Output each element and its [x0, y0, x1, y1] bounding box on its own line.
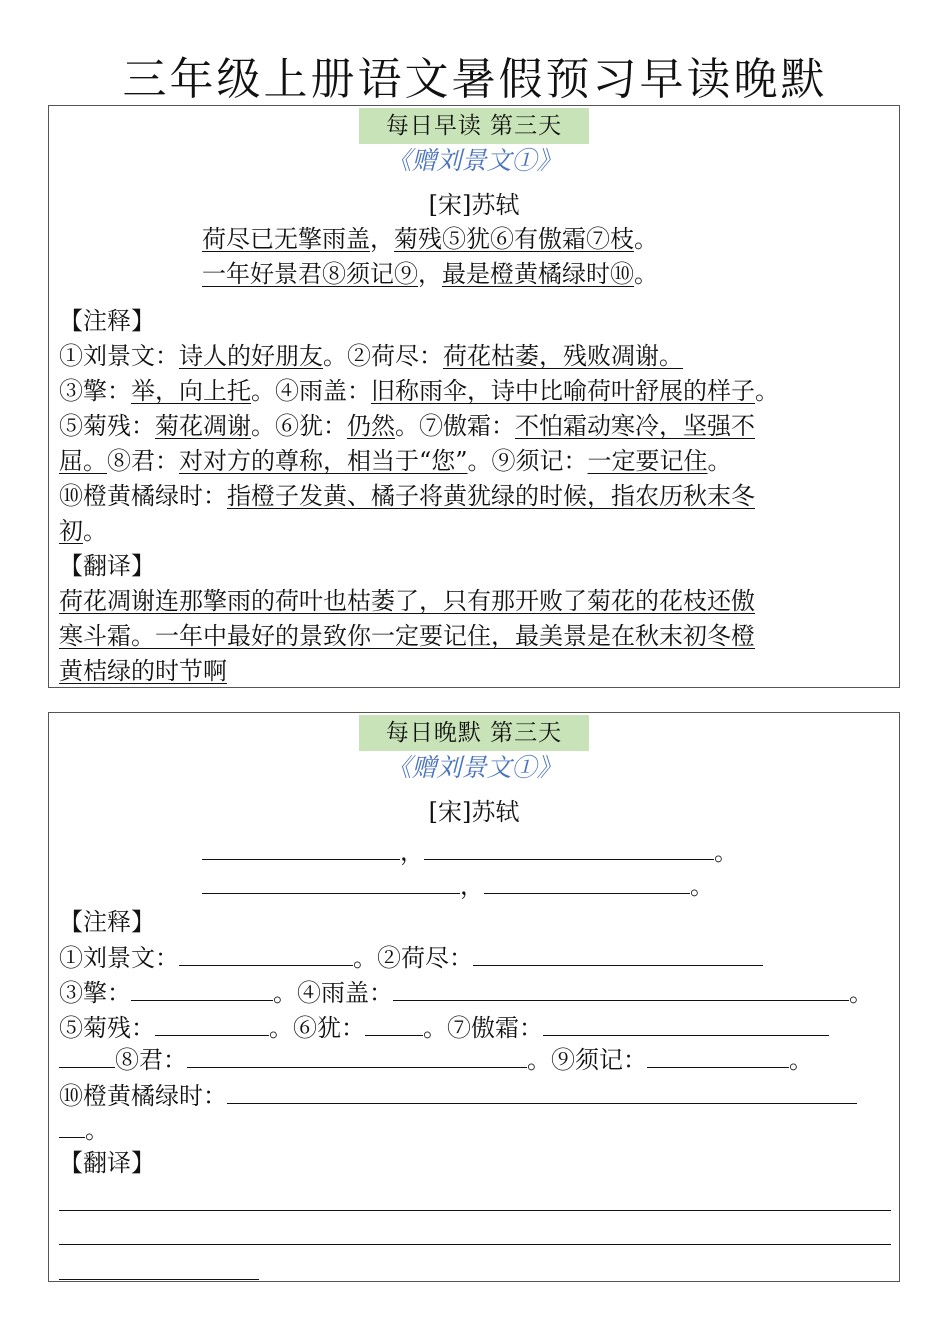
- note-8-label: ⑧君：: [115, 1046, 187, 1074]
- notes-row-6: [59, 514, 107, 548]
- note-10-blank-a[interactable]: [227, 1079, 857, 1104]
- note-4-end: 。: [849, 979, 873, 1007]
- notes-row-5: [59, 1079, 857, 1113]
- poem-line-1c: 菊残⑤犹⑥有傲霜⑦枝: [394, 225, 634, 253]
- notes-row-3: [59, 1011, 829, 1045]
- answer-blank[interactable]: [424, 835, 714, 860]
- poem-line-2: [202, 257, 658, 291]
- note-6-blank[interactable]: [365, 1011, 423, 1036]
- note-10-label: ⑩橙黄橘绿时：: [59, 482, 227, 510]
- note-2-label: 。②荷尽：: [353, 944, 473, 972]
- poem-blank-line-2: [202, 869, 714, 903]
- note-1-value: 诗人的好朋友: [179, 342, 323, 370]
- note-10-value-b: 初: [59, 517, 83, 545]
- note-2-blank[interactable]: [473, 941, 763, 966]
- page-title: 三年级上册语文暑假预习早读晚默: [122, 54, 828, 105]
- answer-blank[interactable]: [202, 835, 400, 860]
- translation-line-1: 荷花凋谢连那擎雨的荷叶也枯萎了，只有那开败了菊花的花枝还傲: [59, 587, 755, 615]
- poem-title: 《赠刘景文①》: [386, 753, 562, 782]
- poem-period: 。: [714, 838, 738, 866]
- note-6-label: 。⑥犹：: [251, 412, 347, 440]
- notes-row-3: [59, 409, 755, 443]
- note-2-label: 。②荷尽：: [323, 342, 443, 370]
- notes-row-1: [59, 941, 763, 975]
- note-3-blank[interactable]: [131, 976, 273, 1001]
- note-8-value: 对对方的尊称，相当于“您”: [179, 447, 468, 475]
- note-6-label: 。⑥犹：: [269, 1014, 365, 1042]
- note-3-label: ③擎：: [59, 377, 131, 405]
- poem-author: [宋]苏轼: [428, 798, 520, 826]
- notes-row-1: [59, 339, 683, 373]
- note-9-end: 。: [789, 1046, 813, 1074]
- note-7-label: 。⑦傲霜：: [423, 1014, 543, 1042]
- note-2-value: 荷花枯萎，残败凋谢。: [443, 342, 683, 370]
- poem-line-1-comma: ，: [370, 225, 394, 253]
- note-1-label: ①刘景文：: [59, 944, 179, 972]
- note-4-blank[interactable]: [393, 976, 849, 1001]
- note-3-value: 举，向上托: [131, 377, 251, 405]
- note-7-blank-b[interactable]: [59, 1043, 115, 1068]
- notes-row-2: [59, 976, 873, 1010]
- poem-line-2c: 最是橙黄橘绿时⑩: [442, 260, 634, 288]
- note-5-blank[interactable]: [155, 1011, 269, 1036]
- poem-line-1a: 荷尽已无擎雨盖: [202, 225, 370, 253]
- notes-row-6: [59, 1113, 109, 1147]
- note-8-blank[interactable]: [187, 1043, 527, 1068]
- poem-period: 。: [690, 872, 714, 900]
- note-4-label: 。④雨盖：: [273, 979, 393, 1007]
- note-9-label: 。⑨须记：: [527, 1046, 647, 1074]
- translation-blank-line-1[interactable]: [59, 1210, 891, 1211]
- notes-row-5: [59, 479, 755, 513]
- morning-reading-card: [48, 105, 900, 688]
- poem-blank-line-1: [202, 835, 738, 869]
- translation-heading: 【翻译】: [59, 552, 155, 580]
- note-7-value-b: 屈。: [59, 447, 107, 475]
- note-5-label: ⑤菊残：: [59, 412, 155, 440]
- note-9-value: 一定要记住: [587, 447, 708, 475]
- evening-tag: 每日晚默 第三天: [359, 715, 589, 751]
- poem-line-1-period: 。: [634, 225, 658, 253]
- note-7-label: 。⑦傲霜：: [395, 412, 515, 440]
- translation-blank-line-3[interactable]: [59, 1279, 259, 1280]
- note-4-end: 。: [755, 377, 779, 405]
- note-10-end: 。: [85, 1116, 109, 1144]
- note-9-label: 。⑨须记：: [467, 447, 588, 475]
- poem-title: 《赠刘景文①》: [386, 146, 562, 175]
- notes-heading: 【注释】: [59, 908, 155, 936]
- poem-line-2a: 一年好景君⑧须记⑨: [202, 260, 418, 288]
- poem-line-1: [202, 222, 658, 256]
- translation-line-3: 黄桔绿的时节啊: [59, 657, 227, 685]
- notes-heading: 【注释】: [59, 307, 155, 335]
- poem-line-2-comma: ，: [418, 260, 442, 288]
- notes-row-4: [59, 444, 732, 478]
- note-7-value-a: 不怕霜动寒冷，坚强不: [515, 412, 755, 440]
- morning-tag: 每日早读 第三天: [359, 108, 589, 144]
- translation-heading: 【翻译】: [59, 1149, 155, 1177]
- note-10-value-a: 指橙子发黄、橘子将黄犹绿的时候，指农历秋末冬: [227, 482, 755, 510]
- note-10-label: ⑩橙黄橘绿时：: [59, 1082, 227, 1110]
- translation-line-2: 寒斗霜。一年中最好的景致你一定要记住，最美景是在秋末初冬橙: [59, 622, 755, 650]
- evening-dictation-card: [48, 712, 900, 1282]
- poem-line-2-period: 。: [634, 260, 658, 288]
- note-8-label: ⑧君：: [107, 447, 179, 475]
- note-7-blank-a[interactable]: [543, 1011, 829, 1036]
- note-5-label: ⑤菊残：: [59, 1014, 155, 1042]
- poem-comma: ，: [400, 838, 424, 866]
- note-4-value: 旧称雨伞，诗中比喻荷叶舒展的样子: [371, 377, 755, 405]
- note-10-end: 。: [83, 517, 107, 545]
- note-9-blank[interactable]: [647, 1043, 789, 1068]
- answer-blank[interactable]: [202, 869, 460, 894]
- note-1-label: ①刘景文：: [59, 342, 179, 370]
- note-3-label: ③擎：: [59, 979, 131, 1007]
- translation-blank-line-2[interactable]: [59, 1244, 891, 1245]
- notes-row-4: [59, 1043, 813, 1077]
- poem-author: [宋]苏轼: [428, 191, 520, 219]
- note-1-blank[interactable]: [179, 941, 353, 966]
- note-4-label: 。④雨盖：: [251, 377, 371, 405]
- note-10-blank-b[interactable]: [59, 1113, 85, 1138]
- note-6-value: 仍然: [347, 412, 395, 440]
- note-9-end: 。: [707, 447, 732, 475]
- poem-comma: ，: [460, 872, 484, 900]
- answer-blank[interactable]: [484, 869, 690, 894]
- note-5-value: 菊花凋谢: [155, 412, 251, 440]
- notes-row-2: [59, 374, 779, 408]
